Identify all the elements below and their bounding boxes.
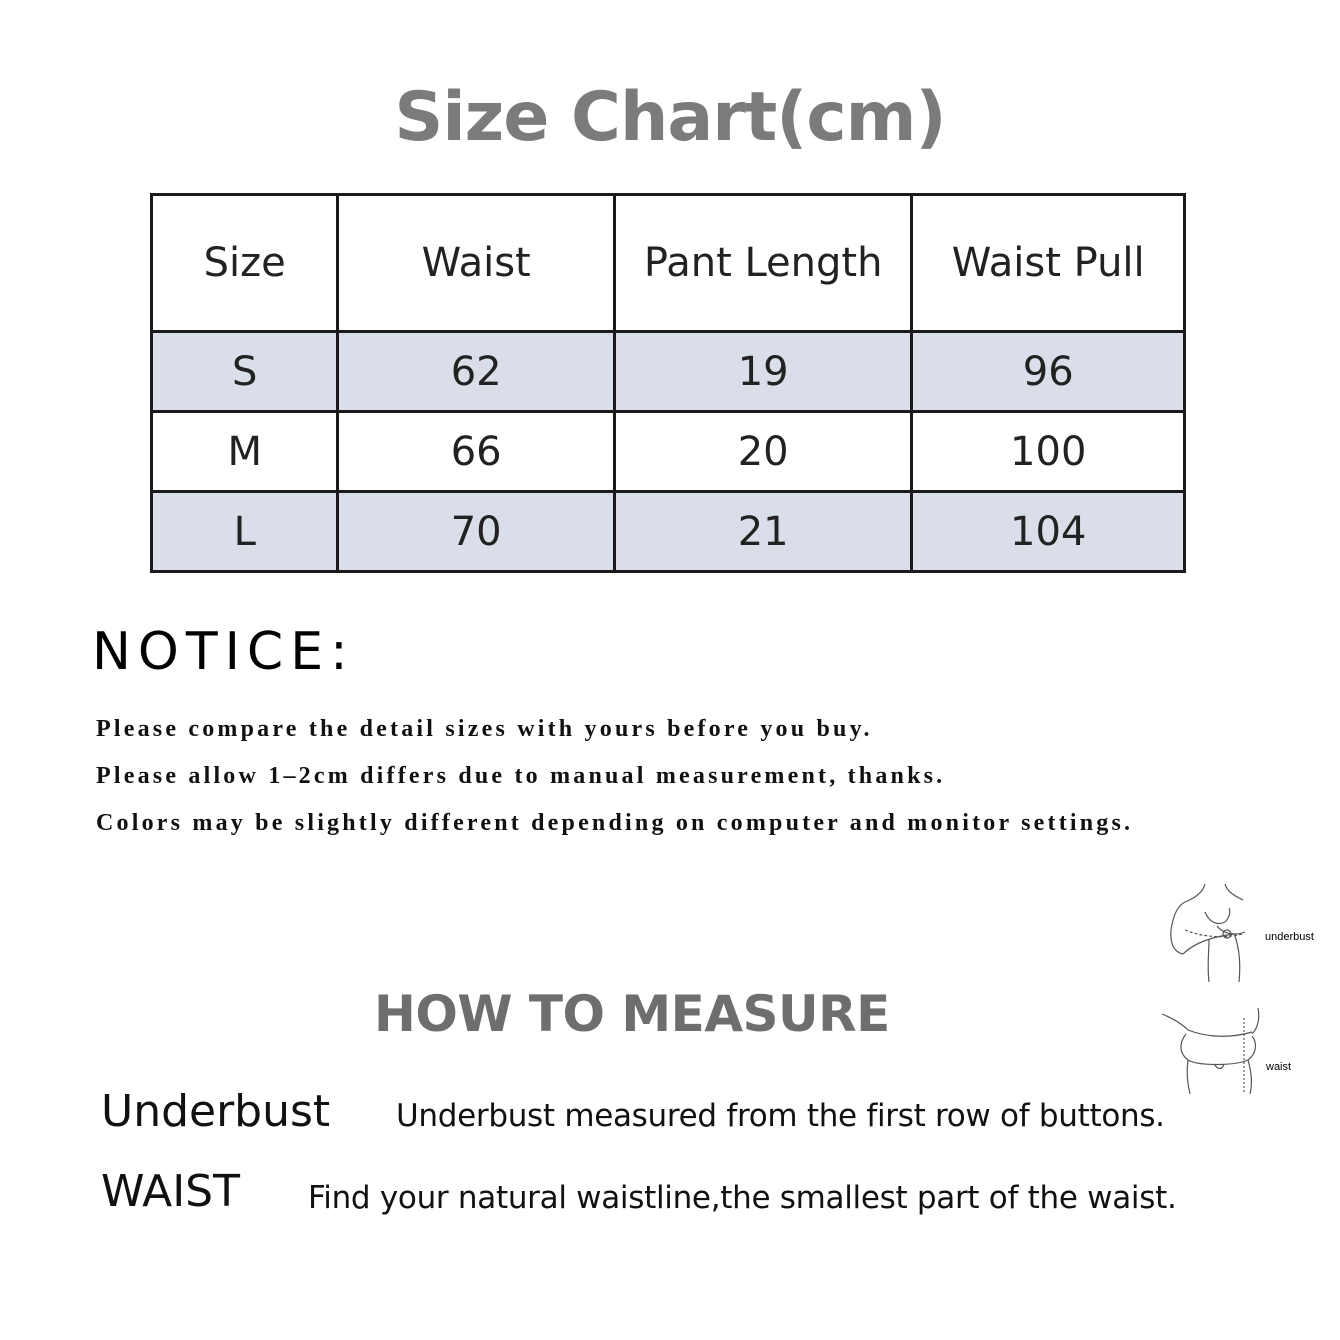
underbust-label: Underbust [101,1086,331,1137]
underbust-figure-label: underbust [1265,931,1314,943]
waist-description: Find your natural waistline,the smallest part of the waist. [308,1180,1177,1216]
waist-figure-icon [1158,1004,1268,1096]
table-cell: 21 [614,492,912,572]
header-waist: Waist [338,195,614,332]
underbust-figure-icon [1165,882,1265,984]
table-cell: 70 [338,492,614,572]
table-row [152,492,1185,572]
table-cell: 19 [614,332,912,412]
table-cell: 100 [912,412,1185,492]
table-row [152,332,1185,412]
notice-line: Please allow 1–2cm differs due to manual measurement, thanks. [96,763,946,789]
header-waist-pull: Waist Pull [912,195,1185,332]
waist-label: WAIST [101,1166,240,1217]
notice-line: Colors may be slightly different depending on computer and monitor settings. [96,810,1134,836]
underbust-description: Underbust measured from the first row of buttons. [396,1098,1165,1134]
table-cell: S [152,332,338,412]
size-table [150,193,1186,573]
table-cell: 66 [338,412,614,492]
table-cell: 104 [912,492,1185,572]
table-cell: 96 [912,332,1185,412]
notice-heading: NOTICE: [92,622,355,682]
notice-line: Please compare the detail sizes with yours before you buy. [96,716,873,742]
table-cell: L [152,492,338,572]
table-cell: 62 [338,332,614,412]
header-pant-length: Pant Length [614,195,912,332]
table-row [152,412,1185,492]
header-size: Size [152,195,338,332]
waist-figure-label: waist [1266,1061,1292,1073]
table-cell: 20 [614,412,912,492]
table-header-row [152,195,1185,332]
page-title: Size Chart(cm) [394,78,946,157]
table-cell: M [152,412,338,492]
how-to-measure-heading: HOW TO MEASURE [374,985,890,1043]
